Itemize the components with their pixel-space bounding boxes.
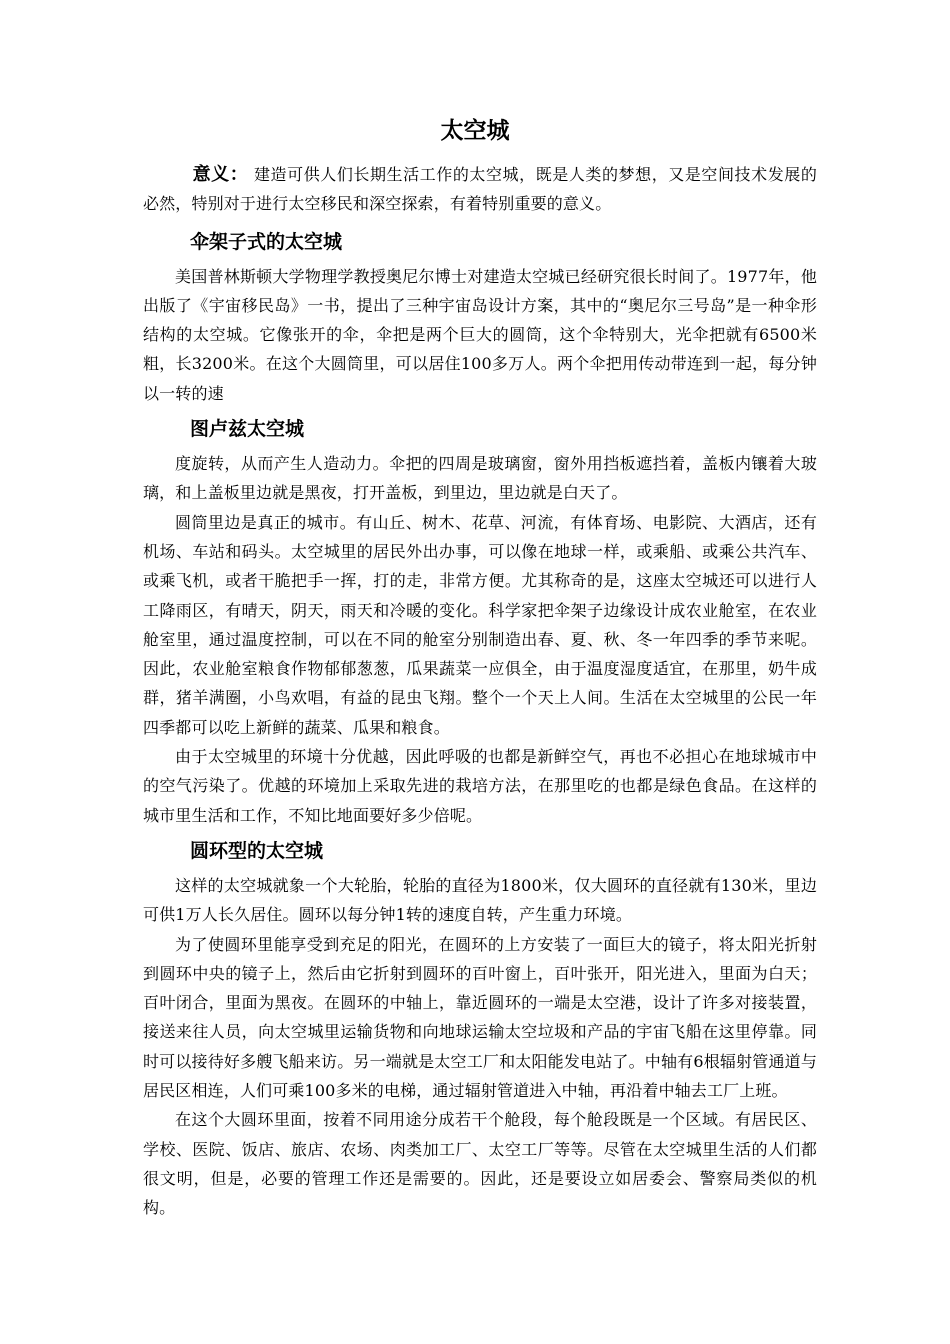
section-paragraph: 这样的太空城就象一个大轮胎，轮胎的直径为1800米，仅大圆环的直径就有130米，里边可供1万人长久居住。圆环以每分钟1转的速度自转，产生重力环境。 [143,875,817,925]
intro-label: 意义： [192,164,249,185]
intro-text: 建造可供人们长期生活工作的太空城，既是人类的梦想，又是空间技术发展的必然，特别对于进行太空移民和深空探索，有着特别重要的意义。 [143,165,817,214]
section-heading-torus: 圆环型的太空城 [190,839,324,862]
section-paragraph: 由于太空城里的环境十分优越，因此呼吸的也都是新鲜空气，再也不必担心在地球城市中的空气污染了。优越的环境加上采取先进的栽培方法，在那里吃的也都是绿色食品。在这样的城市里生活和工作，不知比地面要好多少倍呢。 [143,747,817,825]
section-paragraph: 为了使圆环里能享受到充足的阳光，在圆环的上方安装了一面巨大的镜子，将太阳光折射到圆环中央的镜子上，然后由它折射到圆环的百叶窗上，百叶张开，阳光进入，里面为白天；百叶闭合，里面为黑夜。在圆环的中轴上，靠近圆环的一端是太空港，设计了许多对接装置，接送来往人员，向太空城里运输货物和向地球运输太空垃圾和产品的宇宙飞船在这里停靠。同时可以接待好多艘飞船来访。另一端就是太空工厂和太阳能发电站了。中轴有6根辐射管通道与居民区相连，人们可乘100多米的电梯，通过辐射管道进入中轴，再沿着中轴去工厂上班。 [143,934,817,1101]
page-title: 太空城 [440,118,510,144]
section-paragraph: 圆筒里边是真正的城市。有山丘、树木、花草、河流，有体育场、电影院、大酒店，还有机场、车站和码头。太空城里的居民外出办事，可以像在地球一样，或乘船、或乘公共汽车、或乘飞机，或者干脆把手一挥，打的走，非常方便。尤其称奇的是，这座太空城还可以进行人工降雨区，有晴天，阴天，雨天和冷暖的变化。科学家把伞架子边缘设计成农业舱室，在农业舱室里，通过温度控制，可以在不同的舱室分别制造出春、夏、秋、冬一年四季的季节来呢。因此，农业舱室粮食作物郁郁葱葱，瓜果蔬菜一应俱全，由于温度湿度适宜，在那里，奶牛成群，猪羊满圈，小鸟欢唱，有益的昆虫飞翔。整个一个天上人间。生活在太空城里的公民一年四季都可以吃上新鲜的蔬菜、瓜果和粮食。 [143,512,817,737]
section-heading-toulouse: 图卢兹太空城 [190,418,305,441]
section-heading-umbrella: 伞架子式的太空城 [190,230,343,253]
section-paragraph: 度旋转，从而产生人造动力。伞把的四周是玻璃窗，窗外用挡板遮挡着，盖板内镶着大玻璃，和上盖板里边就是黑夜，打开盖板，到里边，里边就是白天了。 [143,454,817,503]
document-body [143,160,817,1223]
intro-paragraph [143,160,817,219]
section-paragraph: 在这个大圆环里面，按着不同用途分成若干个舱段，每个舱段既是一个区域。有居民区、学校、医院、饭店、旅店、农场、肉类加工厂、太空工厂等等。尽管在太空城里生活的人们都很文明，但是，必要的管理工作还是需要的。因此，还是要设立如居委会、警察局类似的机构。 [143,1110,817,1218]
section-paragraph: 美国普林斯顿大学物理学教授奥尼尔博士对建造太空城已经研究很长时间了。1977年，他出版了《宇宙移民岛》一书，提出了三种宇宙岛设计方案，其中的“奥尼尔三号岛”是一种伞形结构的太空城。它像张开的伞，伞把是两个巨大的圆筒，这个伞特别大，光伞把就有6500米粗，长3200米。在这个大圆筒里，可以居住100多万人。两个伞把用传动带连到一起，每分钟以一转的速 [143,266,817,403]
